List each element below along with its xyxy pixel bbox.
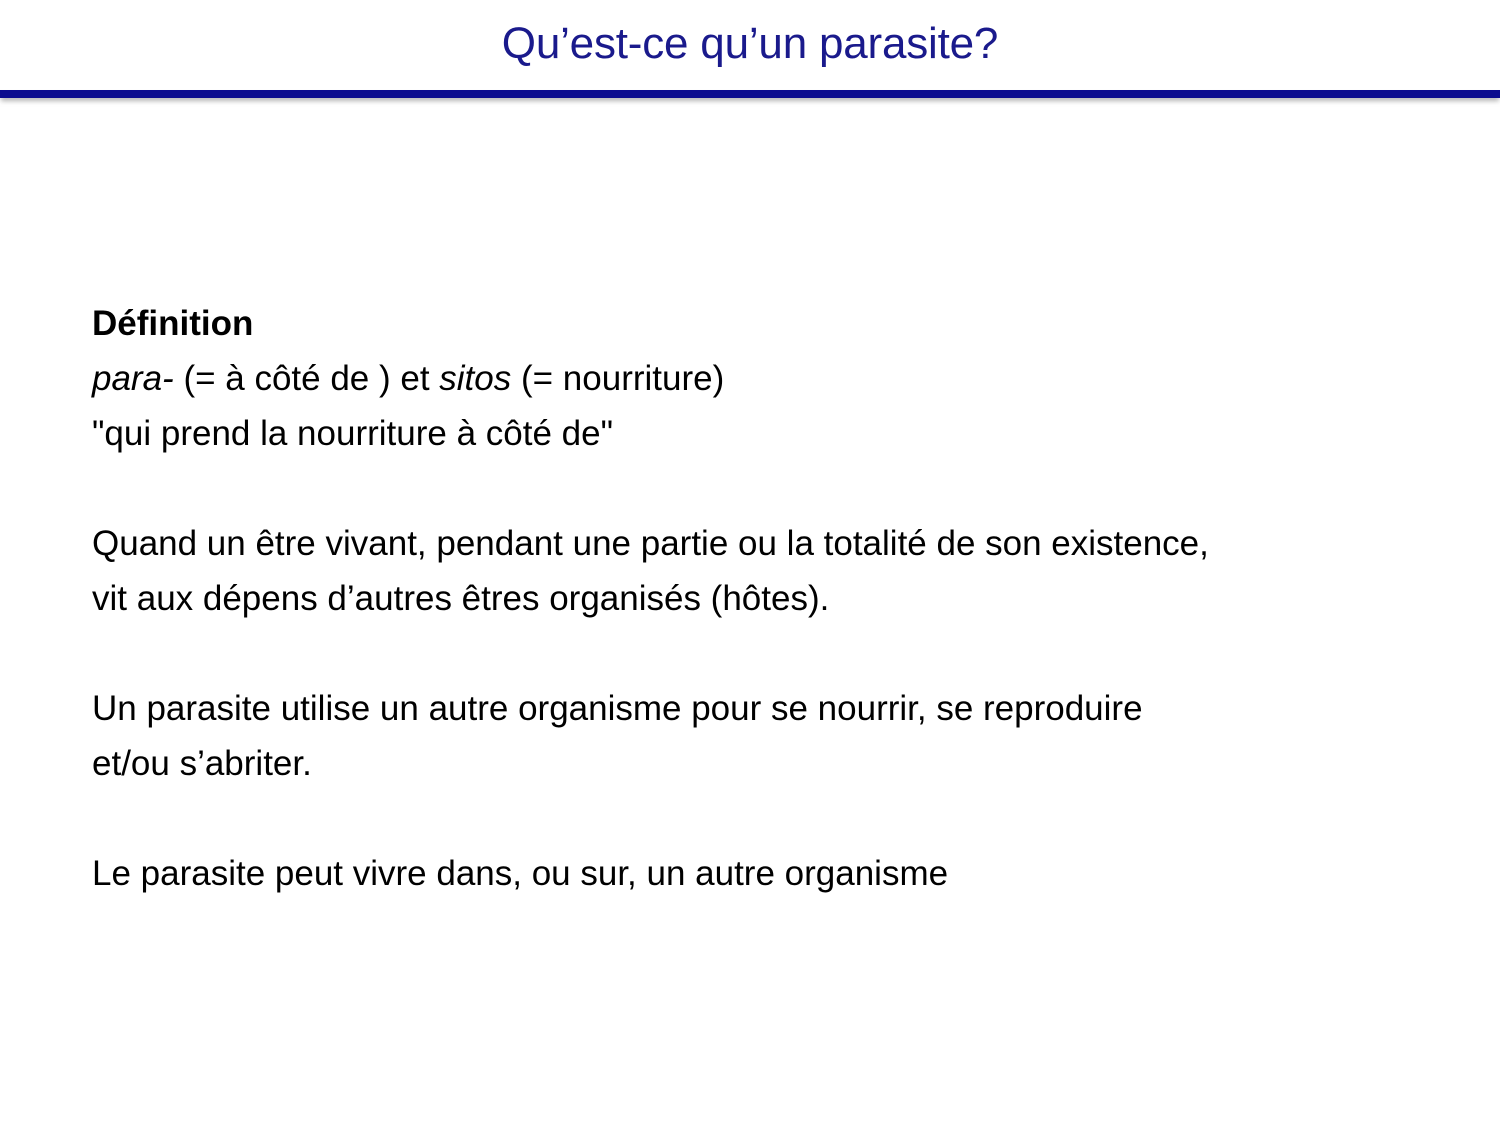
paragraph-2-line-1: Un parasite utilise un autre organisme pour se nourrir, se reproduire (92, 689, 1143, 728)
paragraph-1-line-1: Quand un être vivant, pendant une partie ou la totalité de son existence, (92, 524, 1209, 563)
etymology-gloss-sitos: (= nourriture) (511, 359, 725, 398)
paragraph-spacer-1 (92, 461, 1432, 516)
etymology-term-sitos: sitos (439, 359, 512, 398)
etymology-line-2: "qui prend la nourriture à côté de" (92, 414, 614, 453)
title-divider-rule (0, 90, 1500, 98)
etymology-gloss-para: (= à côté de ) et (173, 359, 440, 398)
page-title: Qu’est-ce qu’un parasite? (501, 18, 999, 68)
slide-body (92, 296, 1432, 901)
etymology-line-1 (92, 351, 1432, 406)
paragraph-2-line-2: et/ou s’abriter. (92, 744, 312, 783)
paragraph-spacer-2 (92, 626, 1432, 681)
paragraph-1-line-2: vit aux dépens d’autres êtres organisés (hôtes). (92, 579, 830, 618)
etymology-term-para: para- (92, 359, 174, 398)
definition-block (92, 296, 1432, 901)
paragraph-3-line-1: Le parasite peut vivre dans, ou sur, un autre organisme (92, 854, 949, 893)
paragraph-spacer-3 (92, 791, 1432, 846)
slide-title-area (0, 0, 1500, 88)
definition-heading: Définition (92, 304, 254, 343)
